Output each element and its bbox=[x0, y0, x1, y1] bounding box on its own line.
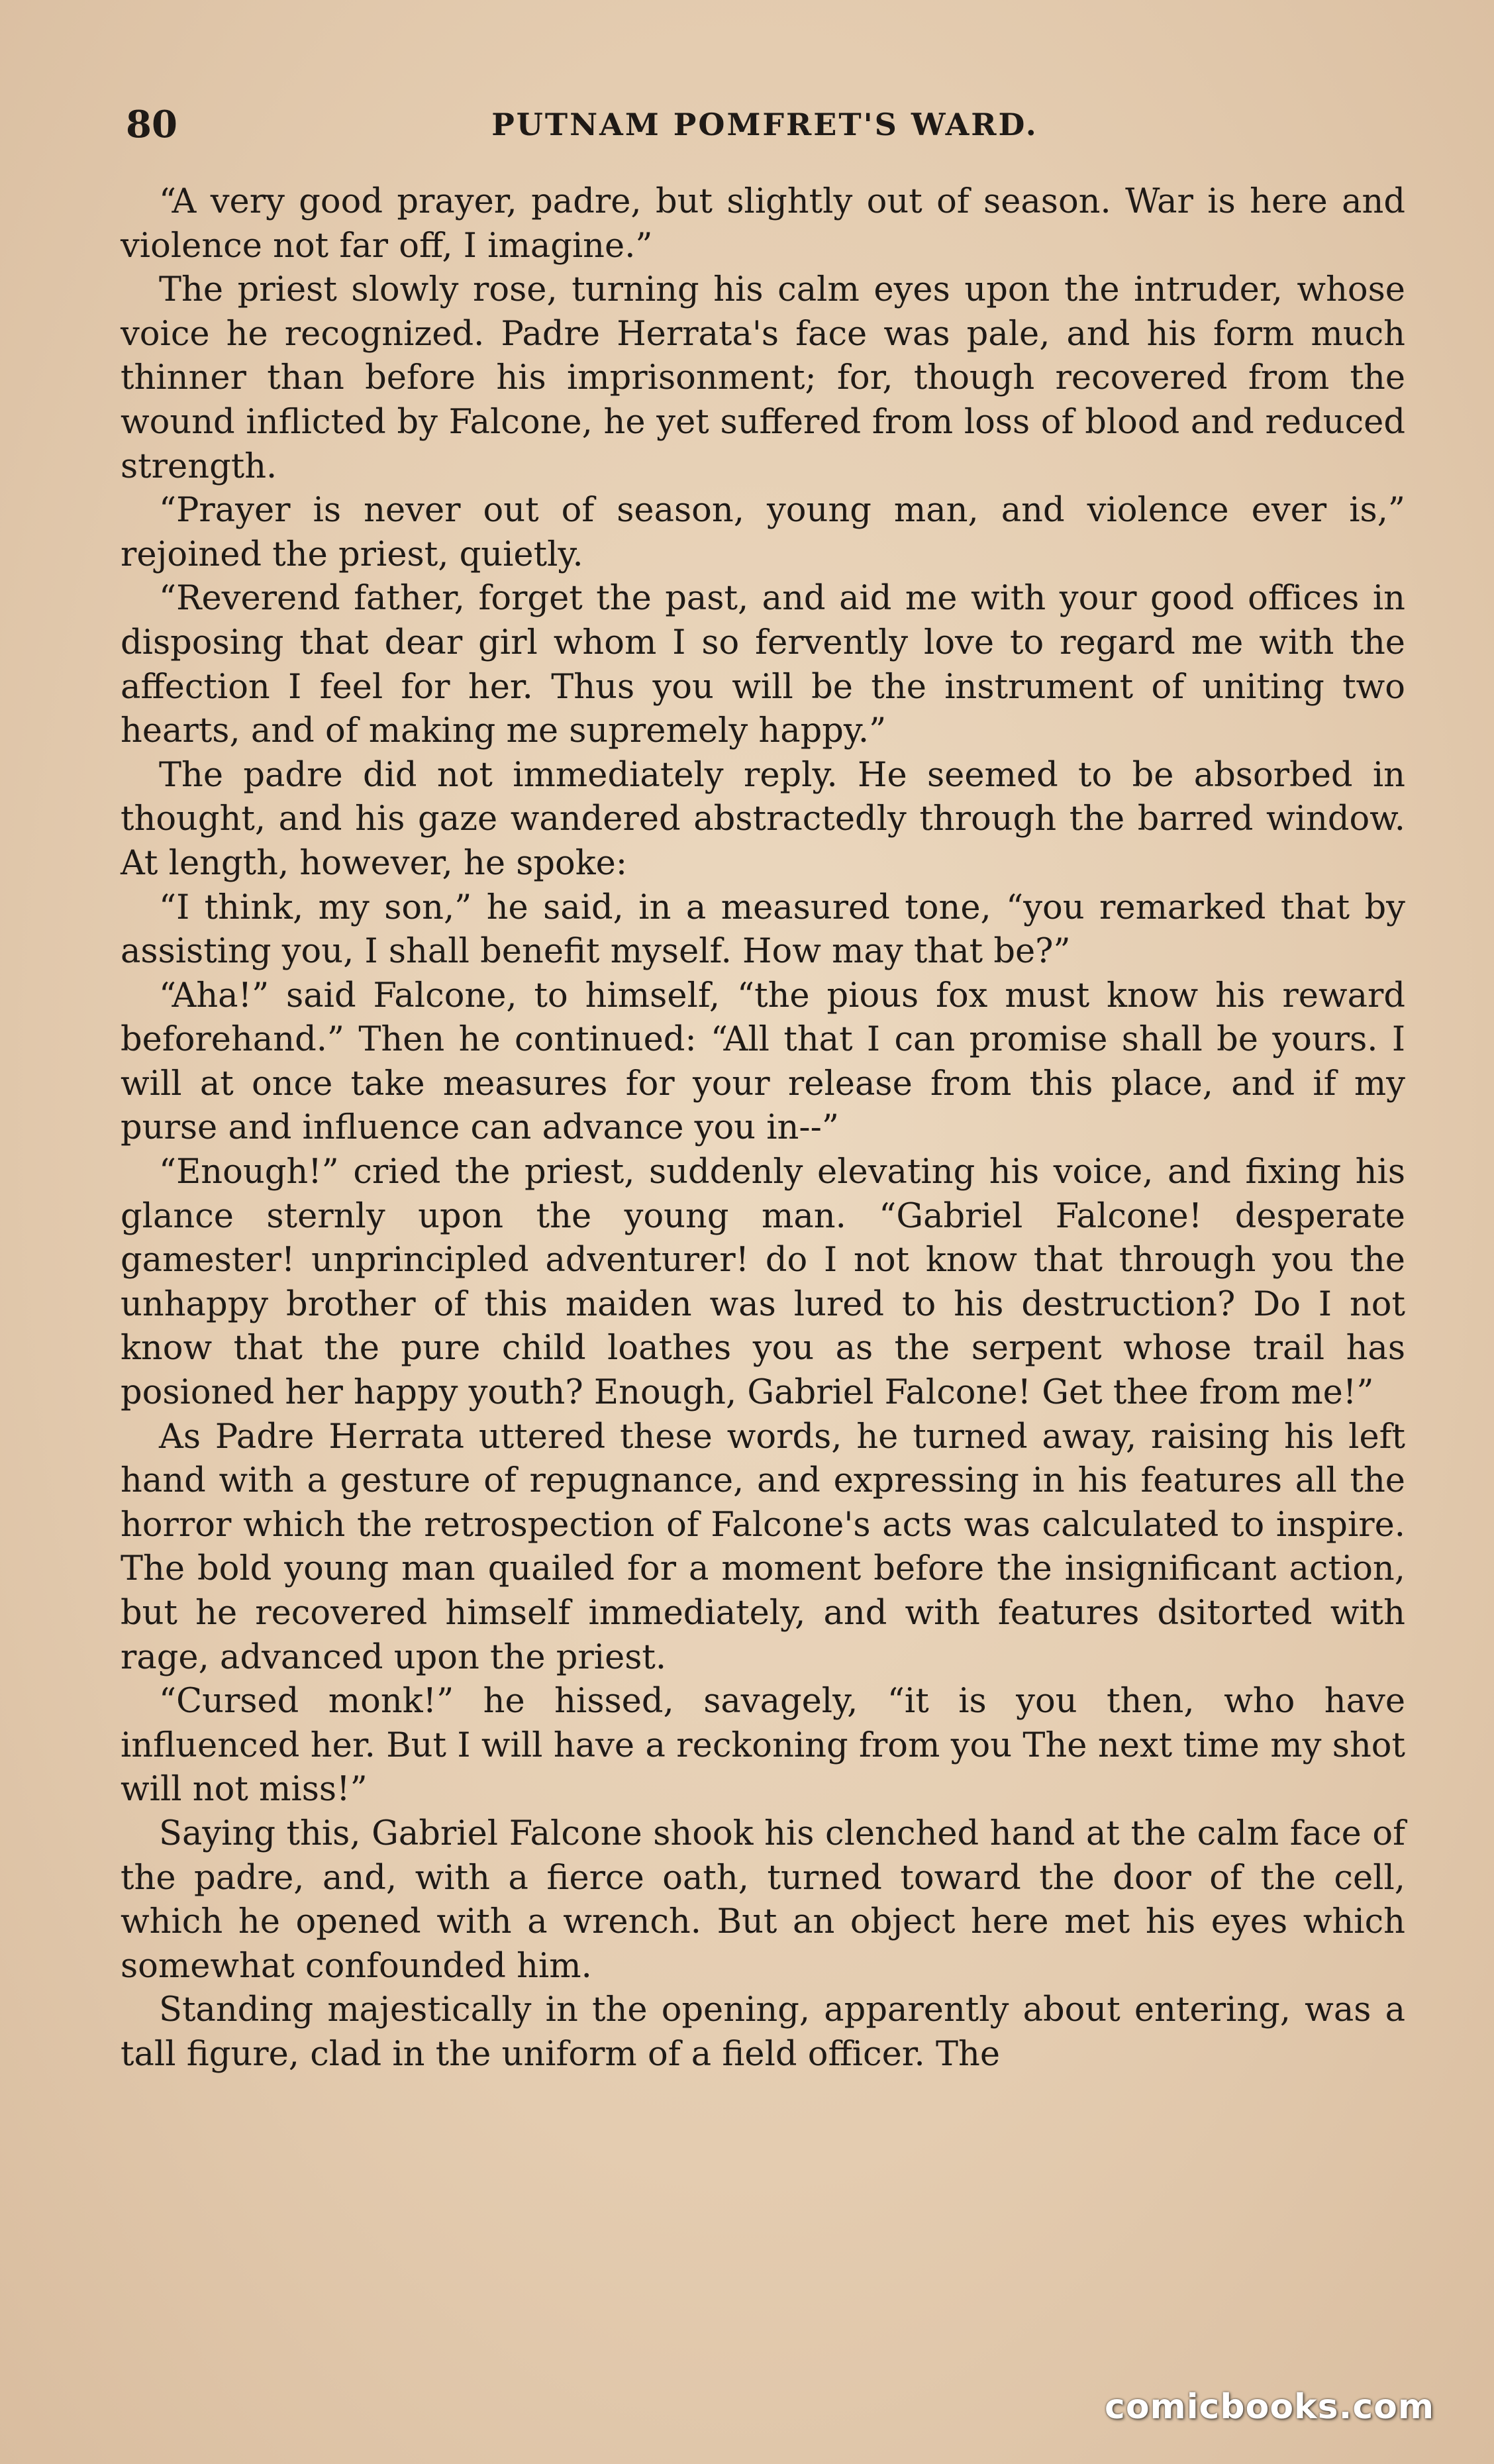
running-head: PUTNAM POMFRET'S WARD. bbox=[491, 107, 1038, 142]
paragraph: “Enough!” cried the priest, suddenly elevating his voice, and fixing his glance sternly upon the young man. “Gabriel Falcone! desperate gamester! unprincipled adventurer! do I not know that through you the unhappy brother of this maiden was lured to his destruction? Do I not know that the pure child loathes you as the serpent whose trail has posioned her happy youth? Enough, Gabriel Falcone! Get thee from me!” bbox=[121, 1153, 1405, 1413]
page-header bbox=[126, 98, 1404, 151]
paragraph: “Cursed monk!” he hissed, savagely, “it is you then, who have influenced her. But I will have a reckoning from you The next time my shot will not miss!” bbox=[121, 1682, 1405, 1810]
paragraph: The priest slowly rose, turning his calm eyes upon the intruder, whose voice he recognized. Padre Herrata's face was pale, and his form much thinner than before his imprisonment; for, though recovered from the wound inflicted by Falcone, he yet suffered from loss of blood and reduced strength. bbox=[121, 270, 1405, 486]
paragraph: “Aha!” said Falcone, to himself, “the pious fox must know his reward beforehand.” Then he continued: “All that I can promise shall be yours. I will at once take measures for your release from this place, and if my purse and influence can advance you in--” bbox=[121, 976, 1405, 1148]
paragraph: Standing majestically in the opening, apparently about entering, was a tall figure, clad in the uniform of a field officer. The bbox=[121, 1990, 1405, 2074]
paragraph: The padre did not immediately reply. He seemed to be absorbed in thought, and his gaze wandered abstractedly through the barred window. At length, however, he spoke: bbox=[121, 755, 1405, 883]
paragraph: “A very good prayer, padre, but slightly out of season. War is here and violence not far off, I imagine.” bbox=[121, 182, 1405, 266]
watermark: comicbooks.com bbox=[1105, 2387, 1435, 2427]
body-text bbox=[121, 180, 1405, 2077]
page-number: 80 bbox=[126, 103, 177, 146]
paragraph: “Prayer is never out of season, young man, and violence ever is,” rejoined the priest, quietly. bbox=[121, 491, 1405, 574]
paragraph: As Padre Herrata uttered these words, he turned away, raising his left hand with a gesture of repugnance, and expressing in his features all the horror which the retrospection of Falcone's acts was calculated to inspire. The bold young man quailed for a moment before the insignificant action, but he recovered himself immediately, and with features dsitorted with rage, advanced upon the priest. bbox=[121, 1417, 1405, 1677]
paragraph: Saying this, Gabriel Falcone shook his clenched hand at the calm face of the padre, and, with a fierce oath, turned toward the door of the cell, which he opened with a wrench. But an object here met his eyes which somewhat confounded him. bbox=[121, 1814, 1405, 1986]
paragraph: “Reverend father, forget the past, and aid me with your good offices in disposing that dear girl whom I so fervently love to regard me with the affection I feel for her. Thus you will be the instrument of uniting two hearts, and of making me supremely happy.” bbox=[121, 579, 1405, 751]
paragraph: “I think, my son,” he said, in a measured tone, “you remarked that by assisting you, I shall benefit myself. How may that be?” bbox=[121, 888, 1405, 972]
